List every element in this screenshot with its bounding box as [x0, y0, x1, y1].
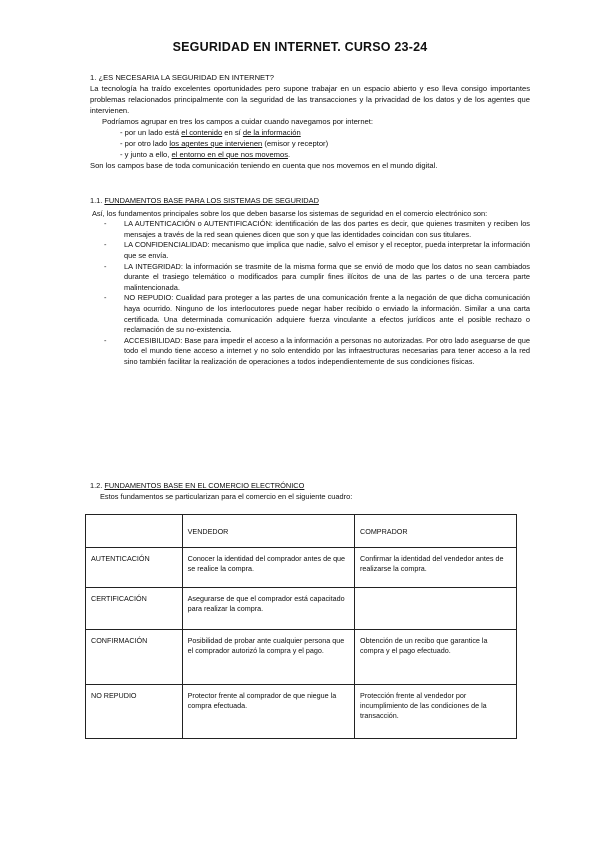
vendedor-cell: Conocer la identidad del comprador antes de que se realice la compra. — [182, 548, 354, 588]
section-1-group-text: Podríamos agrupar en tres los campos a cuidar cuando navegamos por internet: — [102, 117, 373, 126]
table-header-row — [86, 515, 517, 548]
section-1-2-intro: Estos fundamentos se particularizan para el comercio en el siguiente cuadro: — [100, 492, 353, 501]
table-header-cell: VENDEDOR — [182, 515, 354, 548]
section-1-closing: Son los campos base de toda comunicación teniendo en cuenta que nos movemos en el mundo digital. — [90, 161, 438, 170]
section-1-heading: 1. ¿ES NECESARIA LA SEGURIDAD EN INTERNET? — [90, 73, 274, 82]
list-item: - LA INTEGRIDAD: la información se trasmite de la misma forma que se envió de modo que los datos no sean cambiados durante el trasiego telemático o modificados para cumplir fines ilícitos de una de las partes o de una tercera parte malintencionada. — [104, 261, 530, 292]
section-1-2 — [90, 480, 530, 502]
vendedor-cell: Posibilidad de probar ante cualquier persona que el comprador autorizó la compra y el pago. — [182, 630, 354, 685]
comprador-cell: Confirmar la identidad del vendedor antes de realizarse la compra. — [355, 548, 517, 588]
section-1-1-intro: Así, los fundamentos principales sobre los que deben basarse los sistemas de seguridad en el comercio electrónico son: — [92, 208, 488, 218]
list-item: - LA CONFIDENCIALIDAD: mecanismo que implica que nadie, salvo el emisor y el receptor, pueda interpretar la información que se envía. — [104, 240, 530, 260]
comprador-cell — [355, 588, 517, 630]
table-row — [86, 685, 517, 739]
row-label: NO REPUDIO — [86, 685, 183, 739]
list-item: - por otro lado los agentes que intervienen (emisor y receptor) — [120, 139, 329, 148]
section-1-intro: La tecnología ha traído excelentes oportunidades pero supone trabajar en un espacio abierto y eso lleva consigo importantes problemas relacionados principalmente con la seguridad de las transacciones y la privacidad de los datos y de los agentes que intervienen. — [90, 84, 530, 115]
list-item: - por un lado está el contenido en sí de la información — [120, 128, 301, 137]
section-1-2-heading: 1.2. FUNDAMENTOS BASE EN EL COMERCIO ELECTRÓNICO — [90, 481, 305, 490]
page-title: SEGURIDAD EN INTERNET. CURSO 23-24 — [172, 40, 428, 54]
section-1-1 — [90, 196, 530, 368]
vendedor-cell: Protector frente al comprador de que niegue la compra efectuada. — [182, 685, 354, 739]
list-item: - NO REPUDIO: Cualidad para proteger a las partes de una comunicación frente a la negación de que dicha comunicación haya ocurrido. Ninguno de los interlocutores puede negar haber recibido o enviado la información. Similar a una carta certificada. Una determinada comunicación adquiere fuerza vinculante a efectos jurídicos ante el posible rechazo o reclamación de su no-existencia. — [104, 293, 530, 335]
table-header-cell: COMPRADOR — [355, 515, 517, 548]
section-1-1-heading: 1.1. FUNDAMENTOS BASE PARA LOS SISTEMAS DE SEGURIDAD — [90, 196, 319, 205]
list-item: - y junto a ello, el entorno en el que nos movemos. — [120, 150, 291, 159]
table-row — [86, 630, 517, 685]
table-row — [86, 548, 517, 588]
row-label: CERTIFICACIÓN — [86, 588, 183, 630]
list-item: - ACCESIBILIDAD: Base para impedir el acceso a la información a personas no autorizadas. Por otro lado aseguarse de que todo el mundo tiene acceso a internet y no solo entendido por las infraestructuras necesarias para tener acceso a la red sino también facilitar la realización de operaciones a todos independientemente de sus condiciones físicas. — [104, 335, 530, 366]
table-row — [86, 588, 517, 630]
comprador-cell: Protección frente al vendedor por incumplimiento de las condiciones de la transacción. — [355, 685, 517, 739]
list-item: - LA AUTENTICACIÓN o AUTENTIFICACIÓN: identificación de las dos partes es decir, que quienes trasmiten y reciben los mensajes a través de la red sean quienes dicen que son y que las identidades coincidan con sus titulares. — [104, 219, 530, 239]
vendedor-cell: Asegurarse de que el comprador está capacitado para realizar la compra. — [182, 588, 354, 630]
section-1 — [90, 72, 530, 171]
comparison-table — [85, 514, 517, 739]
table-header-cell — [86, 515, 183, 548]
row-label: AUTENTICACIÓN — [86, 548, 183, 588]
comprador-cell: Obtención de un recibo que garantice la compra y el pago efectuado. — [355, 630, 517, 685]
row-label: CONFIRMACIÓN — [86, 630, 183, 685]
